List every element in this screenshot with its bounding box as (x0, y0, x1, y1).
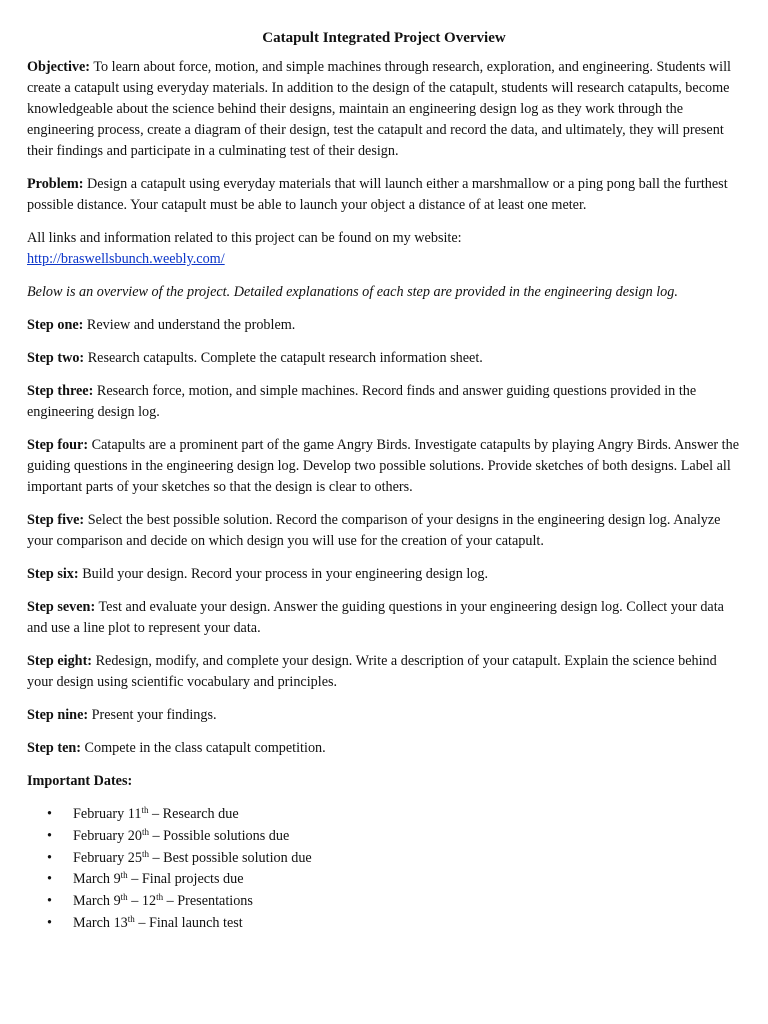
links-paragraph (27, 228, 741, 270)
bullet-icon: • (47, 893, 52, 910)
step-paragraph (27, 510, 741, 552)
problem-text: Design a catapult using everyday materials that will launch either a marshmallow or a ping pong ball the furthest possible distance. Your catapult must be able to launch your object a distance of at least one meter. (27, 176, 728, 213)
date-list-item: • March 9th – Final projects due (47, 869, 741, 891)
step-text: Select the best possible solution. Record the comparison of your designs in the engineering design log. Analyze your comparison and decide on which design you will use for the creation of your catapult. (27, 512, 721, 549)
step-text: Present your findings. (88, 707, 217, 723)
step-label: Step eight: (27, 653, 93, 669)
step-paragraph (27, 705, 741, 726)
step-label: Step four: (27, 437, 89, 453)
bullet-icon: • (47, 806, 52, 822)
step-paragraph (27, 597, 741, 639)
step-label: Step six: (27, 566, 79, 582)
date-list-item: • February 11th – Research due (47, 804, 741, 826)
important-dates-heading: Important Dates: (27, 773, 133, 789)
bullet-icon: • (47, 827, 52, 844)
bullet-icon: • (47, 849, 52, 866)
step-label: Step three: (27, 383, 94, 399)
step-text: Research force, motion, and simple machines. Record finds and answer guiding questions provided in the engineering design log. (27, 383, 697, 420)
bullet-icon: • (47, 914, 52, 931)
step-paragraph (27, 435, 741, 498)
step-text: Compete in the class catapult competition. (81, 740, 326, 756)
step-label: Step nine: (27, 707, 89, 723)
bullet-icon: • (47, 871, 52, 888)
date-list-item: • March 13th – Final launch test (47, 913, 741, 935)
step-paragraph (27, 651, 741, 693)
step-text: Redesign, modify, and complete your design. Write a description of your catapult. Explain the science behind your design using scientific vocabulary and principles. (27, 653, 717, 690)
step-text: Research catapults. Complete the catapult research information sheet. (84, 350, 483, 366)
step-paragraph (27, 348, 741, 369)
links-text: All links and information related to this project can be found on my website: (27, 230, 462, 246)
step-text: Review and understand the problem. (83, 317, 296, 333)
important-dates-list (27, 804, 741, 935)
step-text: Catapults are a prominent part of the game Angry Birds. Investigate catapults by playing Angry Birds. Answer the guiding questions in the engineering design log. Develop two possible solutions. Provide sketches of both designs. Label all important parts of your sketches so that the design is clear to others. (27, 437, 739, 495)
step-text: Test and evaluate your design. Answer the guiding questions in your engineering design log. Collect your data and use a line plot to represent your data. (27, 599, 724, 636)
objective-paragraph (27, 57, 741, 162)
step-paragraph (27, 315, 741, 336)
problem-paragraph (27, 174, 741, 216)
document-title: Catapult Integrated Project Overview (262, 30, 506, 46)
step-label: Step one: (27, 317, 84, 333)
step-paragraph (27, 738, 741, 759)
website-link[interactable]: http://braswellsbunch.weebly.com/ (27, 251, 225, 267)
step-paragraph (27, 381, 741, 423)
date-list-item: • March 9th – 12th – Presentations (47, 891, 741, 913)
objective-label: Objective: (27, 59, 91, 75)
step-label: Step five: (27, 512, 85, 528)
step-paragraph (27, 564, 741, 585)
date-list-item: • February 20th – Possible solutions due (47, 826, 741, 848)
problem-label: Problem: (27, 176, 84, 192)
step-label: Step seven: (27, 599, 96, 615)
step-text: Build your design. Record your process in your engineering design log. (78, 566, 489, 582)
step-label: Step ten: (27, 740, 81, 756)
objective-text: To learn about force, motion, and simple machines through research, exploration, and engineering. Students will create a catapult using everyday materials. In addition to the design of the catapult, students will research catapults, become knowledgeable about the science behind their designs, maintain an engineering design log as they work through the engineering process, create a diagram of their design, test the catapult and record the data, and ultimately, they will present their findings and participate in a culminating test of their design. (27, 59, 731, 159)
date-list-item: • February 25th – Best possible solution due (47, 848, 741, 870)
step-label: Step two: (27, 350, 85, 366)
overview-note: Below is an overview of the project. Detailed explanations of each step are provided in the engineering design log. (27, 284, 678, 300)
